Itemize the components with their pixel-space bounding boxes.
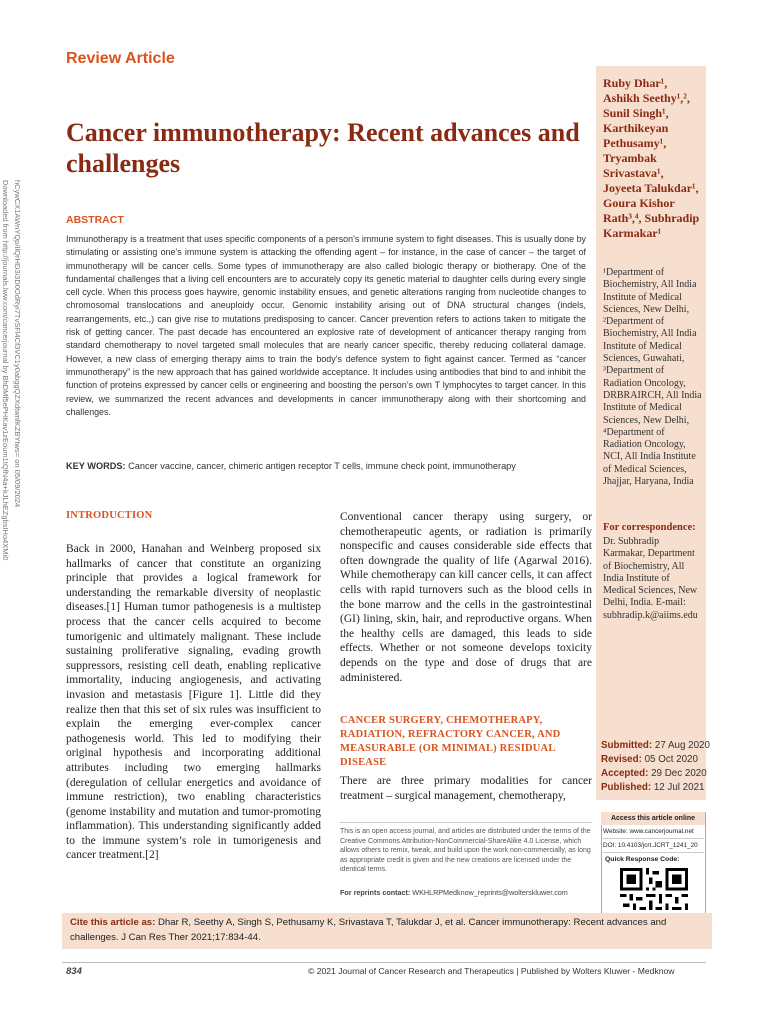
date-accepted — [601, 767, 711, 781]
date-value: 12 Jul 2021 — [653, 782, 705, 793]
reprints-contact — [340, 888, 568, 897]
column2-text: Conventional cancer therapy using surgery, or chemotherapeutic agents, or radiation is primarily nonspecific and causes considerable side effects that often downgrade the quality of life (Agarwal 2016). While chemotherapy can kill cancer cells, it can affect cells with rapid turnovers such as the blood cells in the bone marrow and the cells in the gastrointestinal (GI) lining, skin, hair, and reproductive organs. When the healthy cells are damaged, this leads to side effects. Whether or not someone develops toxicity depends on the type and dose of drugs that are administered. — [340, 511, 592, 684]
date-value: 05 Oct 2020 — [644, 754, 698, 765]
watermark-line-2: hCywCX1AWnYQp/IlQrHD3i3D0OdRyi7TvSFl4Cf3VC1y0abggQZXdtwnfKZBYtws= on 05/09/2024 — [13, 180, 22, 508]
keywords-text: Cancer vaccine, cancer, chimeric antigen receptor T cells, immune check point, immunotherapy — [128, 461, 516, 471]
date-submitted — [601, 739, 711, 753]
date-label: Accepted: — [601, 768, 649, 779]
license-text: This is an open access journal, and articles are distributed under the terms of the Creative Commons Attribution-NonCommercial-ShareAlike 4.0 License, which allows others to remix, tweak, and build upon the work non-commercially, as long as appropriate credit is given and the new creations are licensed under the identical terms. — [340, 828, 591, 874]
license-divider — [340, 822, 592, 823]
article-title: Cancer immunotherapy: Recent advances and challenges — [66, 118, 580, 178]
date-published — [601, 781, 711, 795]
keywords-label: KEY WORDS: — [66, 461, 126, 471]
affiliations: ¹Department of Biochemistry, All India Institute of Medical Sciences, New Delhi, ²Department of Biochemistry, All India Institute of Medical Sciences, Guwahati, ³Department of Radiation Oncology, DRBRAIRCH, All India Institute of Medical Sciences, New Delhi, ⁴Department of Radiation Oncology, NCI, All India Institute of Medical Sciences, Jhajjar, Haryana, India — [603, 267, 702, 488]
date-value: 29 Dec 2020 — [651, 768, 707, 779]
citation-text — [70, 916, 710, 945]
download-watermark — [1, 180, 34, 600]
keywords — [66, 461, 586, 471]
access-website[interactable]: Website: www.cancerjournal.net — [603, 826, 704, 839]
date-revised — [601, 753, 711, 767]
date-label: Submitted: — [601, 740, 653, 751]
intro-text: Back in 2000, Hanahan and Weinberg proposed six hallmarks of cancer that constitute an organizing principle that provides a logical framework for understanding the remarkable diversity of neoplastic diseases.[1] Human tumor pathogenesis is a multistep process that the cancer cells acquired to become tumorigenic and ultimately malignant. These include sustaining proliferative signaling, evading growth suppressors, resisting cell death, enabling replicative immortality, inducing angiogenesis, and activating invasion and metastasis [Figure 1]. Little did they realize then that this set of six rules was insufficient to explain the emerging ever-complex cancer pathogenesis world. This led to modifying their original hypothesis and incorporating additional attributes including two emerging hallmarks (deregulation of cellular energetics and avoidance of immune restriction), two enabling characteristics (genome instability and mutation and tumor-promoting inflammation). This understanding significantly added to the immune system’s role in tumorigenesis and cancer treatment.[2] — [66, 543, 321, 862]
date-label: Published: — [601, 782, 652, 793]
access-heading: Access this article online — [601, 812, 705, 825]
citation-label: Cite this article as: — [70, 917, 156, 928]
article-type: Review Article — [66, 50, 175, 67]
abstract-heading: ABSTRACT — [66, 214, 124, 226]
reprints-email[interactable]: WKHLRPMedknow_reprints@wolterskluwer.com — [412, 888, 568, 897]
date-label: Revised: — [601, 754, 642, 765]
page-number: 834 — [66, 966, 82, 977]
correspondence-heading: For correspondence: — [603, 522, 696, 533]
citation-body: Dhar R, Seethy A, Singh S, Pethusamy K, Srivastava T, Talukdar J, et al. Cancer immunotherapy: Recent advances and challenges. J Can Res Ther 2021;17:834-44. — [70, 917, 667, 943]
footer-rule — [62, 962, 706, 963]
watermark-line-1: Downloaded from http://journals.lww.com/cancerjournal by BhDMf5ePHKav1zEoum1tQfN4a+kJLhEZgbsIHo4XMi0 — [1, 180, 10, 561]
article-dates — [601, 739, 711, 795]
date-value: 27 Aug 2020 — [654, 740, 710, 751]
abstract-text: Immunotherapy is a treatment that uses specific components of a person’s immune system to fight diseases. This is usually done by stimulating or assisting one’s immune system is attacking the offending agent – for instance, in the case of cancer – the target of immunotherapy will be cancer cells. Some types of immunotherapy are also called biologic therapy or biotherapy. One of the fundamental challenges that a living cell encounters are to accurately copy its genetic material to daughter cells during every single cell cycle. When this process goes haywire, genomic instability ensues, and genetic alterations ranging from nucleotide changes to chromosomal translocations and aneuploidy occur. Genomic instability arising out of DNA structural changes (indels, rearrangements, etc.,) can give rise to mutations predisposing to cancer. Cancer prevention refers to actions taken to mitigate the risk of getting cancer. The past decade has encountered an explosive rate of development of anticancer therapy ranging from standard chemotherapy to novel targeted small molecules that are nearly cancer specific, thereby reducing collateral damage. However, a new class of emerging therapy aims to train the body’s defence system to fight against cancer. Termed as “cancer immunotherapy” is the new approach that has gained worldwide acceptance. It includes using antibodies that bind to and inhibit the function of proteins expressed by cancer cells or engineering and boosting the person’s own T lymphocytes to target cancer. In this review, we summarized the recent advances and developments in cancer immunotherapy along with their shortcoming and challenges. — [66, 234, 586, 417]
section2-text: There are three primary modalities for cancer treatment – surgical management, chemotherapy, — [340, 775, 592, 802]
qr-label: Quick Response Code: — [605, 856, 680, 863]
access-doi[interactable]: DOI: 10.4103/jcrt.JCRT_1241_20 — [603, 840, 704, 853]
reprints-label: For reprints contact: — [340, 888, 411, 897]
intro-heading: INTRODUCTION — [66, 510, 153, 521]
section2-heading: CANCER SURGERY, CHEMOTHERAPY, RADIATION, REFRACTORY CANCER, AND MEASURABLE (OR MINIMAL) RESIDUAL DISEASE — [340, 715, 561, 768]
author-list: Ruby Dhar¹, Ashikh Seethy¹,², Sunil Singh¹, Karthikeyan Pethusamy¹, Tryambak Srivastava¹, Joyeeta Talukdar¹, Goura Kishor Rath³,⁴, Subhradip Karmakar¹ — [603, 76, 700, 240]
footer-journal: © 2021 Journal of Cancer Research and Therapeutics | Published by Wolters Kluwer - Medknow — [308, 966, 675, 976]
correspondence-text: Dr. Subhradip Karmakar, Department of Biochemistry, All India Institute of Medical Sciences, New Delhi, India. E-mail: subhradip.k@aiims.edu — [603, 536, 698, 621]
